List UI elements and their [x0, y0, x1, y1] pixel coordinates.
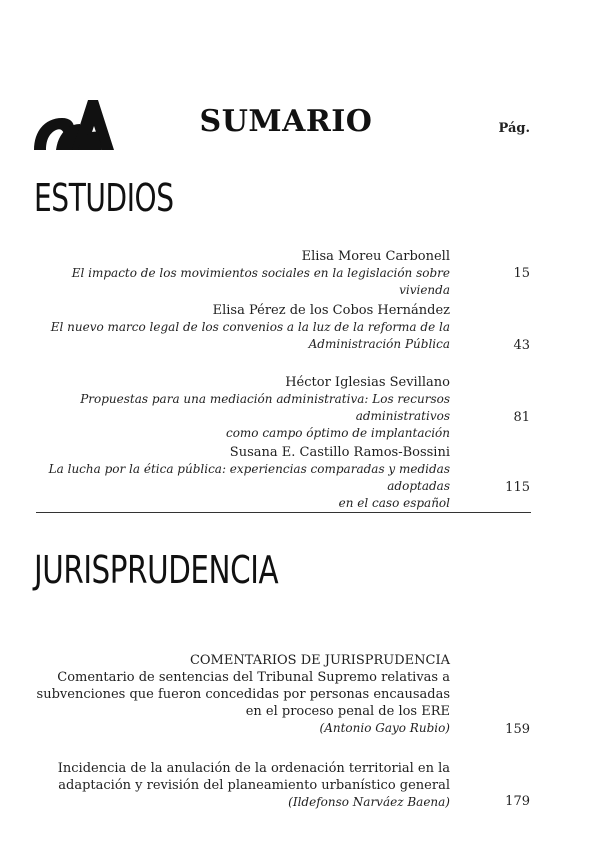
entry-title-line: El impacto de los movimientos sociales en la legislación sobre vivienda [71, 266, 450, 297]
entry-page-number: 43 [513, 338, 530, 353]
entry-author-cite: (Antonio Gayo Rubio) [319, 721, 450, 735]
entry-author: Héctor Iglesias Sevillano [285, 375, 450, 390]
entry-page-number: 159 [505, 722, 530, 737]
journal-logo-icon [32, 96, 114, 152]
entry-text-line: en el proceso penal de los ERE [245, 704, 450, 719]
entry-text-line: adaptación y revisión del planeamiento urbanístico general [58, 778, 450, 793]
entry-text-line: Comentario de sentencias del Tribunal Supremo relativas a [57, 670, 450, 685]
entry-page-number: 15 [513, 266, 530, 281]
toc-entry [30, 444, 450, 512]
entry-title-line: Propuestas para una mediación administrativa: Los recursos administrativos [80, 392, 450, 423]
toc-entry [30, 302, 450, 353]
entry-title-line: Administración Pública [308, 337, 450, 351]
toc-entry [30, 248, 450, 299]
entry-page-number: 115 [505, 480, 530, 495]
entry-text-line: COMENTARIOS DE JURISPRUDENCIA [189, 653, 450, 668]
entry-title-line: La lucha por la ética pública: experiencias comparadas y medidas adoptadas [48, 462, 450, 493]
entry-page-number: 81 [513, 410, 530, 425]
entry-author-cite: (Ildefonso Narváez Baena) [288, 795, 450, 809]
entry-title-line: El nuevo marco legal de los convenios a la luz de la reforma de la [50, 320, 450, 334]
page-title: SUMARIO [199, 104, 373, 139]
entry-author: Elisa Moreu Carbonell [301, 249, 450, 264]
toc-entry [30, 652, 450, 737]
entry-author: Elisa Pérez de los Cobos Hernández [212, 303, 450, 318]
section-heading-estudios: ESTUDIOS [34, 176, 174, 220]
entry-text-line: subvenciones que fueron concedidas por personas encausadas [36, 687, 450, 702]
entry-title-line: en el caso español [338, 496, 450, 510]
toc-entry [30, 760, 450, 811]
entry-title-line: como campo óptimo de implantación [225, 426, 450, 440]
entry-text-line: Incidencia de la anulación de la ordenación territorial en la [57, 761, 450, 776]
toc-entry [30, 374, 450, 442]
entry-page-number: 179 [505, 794, 530, 809]
section-divider [36, 512, 531, 513]
entry-author: Susana E. Castillo Ramos-Bossini [229, 445, 450, 460]
page-column-label: Pág. [498, 121, 530, 136]
section-heading-jurisprudencia: JURISPRUDENCIA [34, 548, 279, 592]
